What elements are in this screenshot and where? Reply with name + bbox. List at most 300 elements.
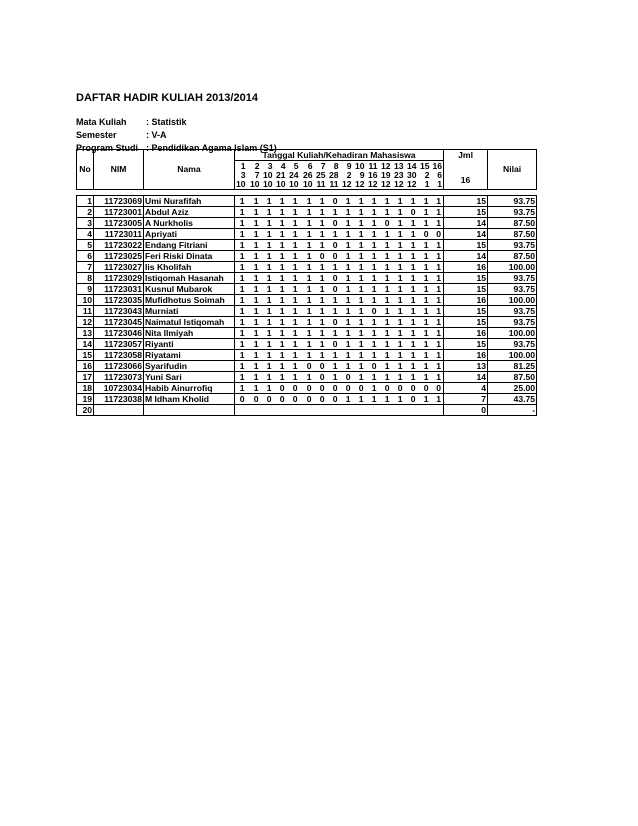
table-row: [77, 328, 537, 339]
header-jml-spacer: [444, 161, 488, 172]
cell-attendance: 1: [418, 394, 431, 405]
cell-attendance: 1: [379, 273, 392, 284]
cell-attendance: 1: [418, 251, 431, 262]
cell-nama: Habib Ainurrofiq: [144, 383, 235, 394]
header-meeting-number: 1: [235, 161, 247, 172]
header-meeting-number: 3: [267, 160, 273, 171]
cell-nilai: 93.75: [488, 317, 537, 328]
cell-attendance: 1: [314, 207, 327, 218]
cell-nama: Endang Fitriani: [144, 240, 235, 251]
header-date-month: 12: [342, 179, 352, 189]
cell-attendance: 1: [274, 339, 287, 350]
cell-attendance: 1: [340, 262, 353, 273]
cell-attendance: 1: [366, 394, 379, 405]
cell-attendance: 1: [235, 306, 247, 317]
header-date-month: 12: [407, 179, 417, 189]
cell-attendance: 0: [247, 394, 261, 405]
page-title: DAFTAR HADIR KULIAH 2013/2014: [76, 92, 258, 104]
cell-attendance: 1: [287, 361, 300, 372]
cell-no: 8: [77, 273, 94, 284]
cell-attendance: 1: [274, 295, 287, 306]
cell-attendance: 1: [418, 207, 431, 218]
cell-no: 7: [77, 262, 94, 273]
cell-attendance: 1: [392, 361, 405, 372]
cell-attendance: 1: [392, 328, 405, 339]
cell-attendance: 1: [247, 240, 261, 251]
cell-nilai: 87.50: [488, 372, 537, 383]
cell-attendance: 1: [418, 284, 431, 295]
cell-nilai: 93.75: [488, 196, 537, 207]
cell-attendance: 1: [353, 372, 366, 383]
cell-attendance: 1: [287, 284, 300, 295]
cell-attendance: 1: [287, 306, 300, 317]
cell-attendance: 0: [405, 207, 418, 218]
cell-attendance: 1: [327, 372, 340, 383]
table-row: [77, 251, 537, 262]
cell-attendance: 0: [235, 394, 247, 405]
cell-nim: [94, 405, 144, 416]
header-date-day: 2: [424, 171, 430, 180]
cell-attendance: 1: [274, 240, 287, 251]
cell-attendance: 1: [379, 295, 392, 306]
cell-attendance: 1: [274, 207, 287, 218]
cell-nama: Nita Ilmiyah: [144, 328, 235, 339]
cell-nim: 11723031: [94, 284, 144, 295]
cell-nilai: 93.75: [488, 240, 537, 251]
cell-no: 6: [77, 251, 94, 262]
header-meeting-number: 8: [333, 160, 339, 171]
cell-attendance: 1: [431, 317, 444, 328]
header-date-day: 3: [240, 171, 246, 180]
header-meeting-number: 4: [280, 160, 286, 171]
cell-attendance: 1: [405, 372, 418, 383]
cell-attendance: 0: [418, 383, 431, 394]
header-nim: NIM: [94, 150, 144, 190]
cell-attendance: 1: [405, 361, 418, 372]
cell-attendance: 1: [247, 328, 261, 339]
cell-no: 18: [77, 383, 94, 394]
cell-no: 16: [77, 361, 94, 372]
cell-attendance: 0: [327, 394, 340, 405]
cell-attendance: 1: [392, 339, 405, 350]
cell-attendance: 1: [392, 207, 405, 218]
header-date-month: 11: [316, 179, 326, 189]
cell-attendance: 1: [261, 361, 274, 372]
header-date-month: 10: [303, 179, 313, 189]
cell-jml: 14: [444, 218, 488, 229]
cell-attendance: 1: [340, 273, 353, 284]
cell-attendance: 1: [287, 229, 300, 240]
cell-attendance: 1: [235, 284, 247, 295]
cell-nama: [144, 405, 235, 416]
header-date: [247, 171, 261, 190]
cell-attendance: 1: [247, 218, 261, 229]
cell-nama: A Nurkholis: [144, 218, 235, 229]
cell-attendance: 0: [405, 383, 418, 394]
cell-attendance: 1: [314, 350, 327, 361]
cell-attendance: 1: [418, 361, 431, 372]
cell-attendance: 1: [418, 339, 431, 350]
header-date-day: 24: [289, 171, 299, 180]
cell-attendance: 1: [247, 361, 261, 372]
cell-attendance: 1: [379, 361, 392, 372]
header-date-month: 1: [437, 179, 443, 189]
cell-attendance: 1: [431, 196, 444, 207]
cell-attendance: 0: [405, 394, 418, 405]
cell-nilai: 100.00: [488, 295, 537, 306]
cell-nim: 11723057: [94, 339, 144, 350]
meta-key: Program Studi: [76, 143, 139, 153]
cell-attendance: 1: [287, 262, 300, 273]
cell-attendance: 1: [418, 317, 431, 328]
cell-attendance: 1: [431, 262, 444, 273]
header-date-month: 10: [289, 179, 299, 189]
cell-attendance: 1: [261, 339, 274, 350]
cell-attendance: 1: [327, 361, 340, 372]
cell-attendance: 1: [431, 394, 444, 405]
cell-nim: 11723073: [94, 372, 144, 383]
cell-nilai: 93.75: [488, 207, 537, 218]
cell-nama: Naimatul Istiqomah: [144, 317, 235, 328]
attendance-table: [76, 149, 537, 416]
cell-attendance: 1: [235, 339, 247, 350]
header-date-month: 10: [263, 179, 273, 189]
cell-attendance: 1: [314, 262, 327, 273]
cell-attendance: 0: [314, 251, 327, 262]
cell-attendance: 1: [340, 218, 353, 229]
cell-attendance: 1: [235, 372, 247, 383]
cell-attendance: 1: [431, 328, 444, 339]
cell-nilai: 87.50: [488, 229, 537, 240]
cell-attendance: 1: [274, 328, 287, 339]
cell-attendance: 1: [366, 317, 379, 328]
header-date: [235, 171, 247, 190]
header-meeting-number: 14: [407, 160, 417, 171]
cell-attendance: 1: [327, 229, 340, 240]
cell-nim: 11723029: [94, 273, 144, 284]
cell-attendance: 1: [274, 229, 287, 240]
cell-attendance: 1: [300, 339, 314, 350]
cell-attendance: 1: [300, 306, 314, 317]
cell-attendance: 1: [392, 372, 405, 383]
cell-nama: Feri Riski Dinata: [144, 251, 235, 262]
table-row: [77, 240, 537, 251]
header-date-day: 6: [437, 171, 443, 180]
cell-no: 3: [77, 218, 94, 229]
cell-attendance: 1: [261, 196, 274, 207]
cell-attendance: 1: [235, 295, 247, 306]
cell-attendance: 0: [340, 372, 353, 383]
header-date-day: 19: [381, 171, 391, 180]
cell-attendance: 1: [405, 306, 418, 317]
header-date-month: 1: [424, 179, 430, 189]
cell-attendance: [274, 405, 287, 416]
cell-attendance: [418, 405, 431, 416]
cell-nim: 11723045: [94, 317, 144, 328]
cell-attendance: 0: [327, 284, 340, 295]
cell-attendance: 1: [261, 383, 274, 394]
header-date: [366, 171, 379, 190]
cell-attendance: 1: [405, 339, 418, 350]
cell-attendance: 0: [327, 273, 340, 284]
cell-attendance: 0: [274, 383, 287, 394]
cell-attendance: 1: [274, 284, 287, 295]
cell-nilai: 93.75: [488, 339, 537, 350]
cell-attendance: 1: [327, 306, 340, 317]
cell-attendance: 1: [340, 339, 353, 350]
cell-attendance: 1: [274, 372, 287, 383]
cell-attendance: 1: [353, 328, 366, 339]
cell-attendance: 1: [261, 295, 274, 306]
cell-attendance: 1: [247, 273, 261, 284]
cell-attendance: 1: [274, 317, 287, 328]
cell-no: 12: [77, 317, 94, 328]
cell-attendance: 1: [353, 295, 366, 306]
cell-attendance: 1: [431, 339, 444, 350]
cell-no: 4: [77, 229, 94, 240]
cell-attendance: 1: [379, 394, 392, 405]
header-date-day: 21: [276, 171, 286, 180]
cell-no: 17: [77, 372, 94, 383]
cell-attendance: 1: [379, 306, 392, 317]
cell-attendance: 1: [300, 240, 314, 251]
header-date-day: 28: [329, 171, 339, 180]
cell-attendance: 1: [261, 273, 274, 284]
cell-attendance: 1: [274, 251, 287, 262]
cell-nilai: 100.00: [488, 262, 537, 273]
cell-attendance: 1: [235, 361, 247, 372]
cell-jml: 15: [444, 306, 488, 317]
cell-attendance: 1: [340, 361, 353, 372]
cell-nama: Yuni Sari: [144, 372, 235, 383]
header-date-month: 12: [394, 179, 404, 189]
cell-attendance: 1: [261, 350, 274, 361]
cell-attendance: 1: [300, 273, 314, 284]
cell-attendance: [247, 405, 261, 416]
header-date: [340, 171, 353, 190]
cell-attendance: 1: [287, 339, 300, 350]
cell-nim: 11723022: [94, 240, 144, 251]
header-nilai: Nilai: [488, 150, 537, 190]
cell-attendance: 1: [366, 339, 379, 350]
cell-attendance: 1: [366, 284, 379, 295]
meta-mata-kuliah: [76, 117, 187, 127]
cell-attendance: 1: [261, 284, 274, 295]
cell-attendance: 1: [327, 328, 340, 339]
cell-attendance: 1: [247, 284, 261, 295]
cell-nama: M Idham Kholid: [144, 394, 235, 405]
table-row: [77, 361, 537, 372]
cell-nama: Riyatami: [144, 350, 235, 361]
cell-no: 10: [77, 295, 94, 306]
cell-attendance: 1: [392, 229, 405, 240]
cell-attendance: 1: [431, 218, 444, 229]
cell-attendance: [235, 405, 247, 416]
header-date: [314, 171, 327, 190]
cell-attendance: 1: [340, 229, 353, 240]
cell-attendance: 1: [235, 383, 247, 394]
cell-no: 14: [77, 339, 94, 350]
cell-attendance: 1: [235, 273, 247, 284]
cell-attendance: 1: [314, 273, 327, 284]
cell-nilai: 93.75: [488, 284, 537, 295]
cell-attendance: 1: [379, 207, 392, 218]
meta-semester: [76, 130, 167, 140]
cell-nim: 11723001: [94, 207, 144, 218]
cell-attendance: 1: [235, 251, 247, 262]
cell-attendance: 1: [431, 284, 444, 295]
cell-attendance: 1: [366, 262, 379, 273]
cell-attendance: 1: [247, 251, 261, 262]
cell-attendance: 1: [418, 240, 431, 251]
cell-attendance: 1: [431, 295, 444, 306]
cell-attendance: 1: [366, 196, 379, 207]
cell-attendance: 1: [418, 295, 431, 306]
cell-attendance: 1: [274, 306, 287, 317]
header-date: [274, 171, 287, 190]
cell-attendance: 1: [314, 196, 327, 207]
cell-attendance: 1: [353, 251, 366, 262]
cell-attendance: 0: [327, 251, 340, 262]
cell-attendance: 1: [366, 383, 379, 394]
cell-attendance: 1: [340, 394, 353, 405]
cell-nama: Syarifudin: [144, 361, 235, 372]
cell-attendance: 1: [353, 229, 366, 240]
cell-attendance: 1: [287, 328, 300, 339]
header-tanggal-kuliah: Tanggal Kuliah/Kehadiran Mahasiswa: [235, 150, 444, 161]
cell-attendance: 0: [314, 383, 327, 394]
cell-nim: 11723058: [94, 350, 144, 361]
cell-nilai: 93.75: [488, 273, 537, 284]
cell-attendance: 1: [392, 284, 405, 295]
cell-attendance: 1: [247, 306, 261, 317]
header-date-month: 10: [276, 179, 286, 189]
header-date-day: 7: [254, 171, 260, 180]
header-date: [353, 171, 366, 190]
cell-attendance: 1: [314, 339, 327, 350]
cell-attendance: 1: [353, 317, 366, 328]
cell-no: 13: [77, 328, 94, 339]
cell-attendance: 1: [247, 295, 261, 306]
cell-attendance: 1: [247, 196, 261, 207]
header-date-day: 25: [316, 171, 326, 180]
cell-attendance: 0: [327, 339, 340, 350]
cell-attendance: 1: [431, 251, 444, 262]
cell-attendance: 1: [418, 350, 431, 361]
cell-attendance: 1: [274, 196, 287, 207]
cell-no: 1: [77, 196, 94, 207]
cell-attendance: 1: [300, 251, 314, 262]
cell-attendance: 1: [247, 339, 261, 350]
header-date-month: 11: [329, 179, 339, 189]
cell-attendance: [353, 405, 366, 416]
header-jml: Jml: [444, 150, 488, 161]
cell-attendance: 1: [405, 262, 418, 273]
cell-attendance: 1: [353, 218, 366, 229]
cell-attendance: 1: [300, 218, 314, 229]
cell-attendance: 0: [379, 218, 392, 229]
cell-nama: Murniati: [144, 306, 235, 317]
cell-attendance: 1: [353, 207, 366, 218]
cell-attendance: 1: [418, 328, 431, 339]
cell-jml: 15: [444, 196, 488, 207]
header-nama: Nama: [144, 150, 235, 190]
header-meeting-number: 11: [368, 160, 378, 171]
cell-attendance: 1: [431, 240, 444, 251]
cell-attendance: 1: [340, 317, 353, 328]
cell-attendance: 1: [340, 284, 353, 295]
cell-nilai: 100.00: [488, 350, 537, 361]
header-date: [261, 171, 274, 190]
cell-attendance: 1: [392, 218, 405, 229]
cell-attendance: [405, 405, 418, 416]
cell-attendance: 0: [314, 372, 327, 383]
cell-attendance: 1: [379, 240, 392, 251]
cell-attendance: 0: [300, 383, 314, 394]
cell-attendance: 0: [300, 394, 314, 405]
cell-attendance: 1: [431, 372, 444, 383]
header-date-month: 12: [355, 179, 365, 189]
cell-attendance: 1: [379, 229, 392, 240]
cell-attendance: 1: [247, 207, 261, 218]
table-row: [77, 317, 537, 328]
meta-key: Mata Kuliah: [76, 117, 127, 127]
table-row: [77, 196, 537, 207]
cell-attendance: 1: [300, 207, 314, 218]
cell-attendance: 1: [418, 273, 431, 284]
cell-attendance: 1: [235, 328, 247, 339]
cell-attendance: 1: [327, 295, 340, 306]
header-meeting-number: 7: [320, 160, 326, 171]
table-row: [77, 207, 537, 218]
cell-attendance: 0: [327, 196, 340, 207]
cell-attendance: 0: [392, 383, 405, 394]
cell-attendance: 1: [314, 306, 327, 317]
cell-nilai: 81.25: [488, 361, 537, 372]
cell-attendance: [392, 405, 405, 416]
cell-attendance: 1: [366, 207, 379, 218]
table-row: [77, 372, 537, 383]
cell-attendance: 1: [405, 295, 418, 306]
cell-attendance: 0: [366, 306, 379, 317]
cell-nilai: 87.50: [488, 218, 537, 229]
cell-attendance: 1: [247, 317, 261, 328]
cell-attendance: 0: [431, 383, 444, 394]
cell-attendance: 1: [379, 350, 392, 361]
cell-attendance: 0: [300, 361, 314, 372]
header-date-month: 12: [381, 179, 391, 189]
cell-nim: 11723046: [94, 328, 144, 339]
table-row: [77, 273, 537, 284]
cell-nama: Istiqomah Hasanah: [144, 273, 235, 284]
cell-attendance: 1: [247, 262, 261, 273]
cell-attendance: 1: [287, 317, 300, 328]
cell-nilai: 87.50: [488, 251, 537, 262]
cell-attendance: 1: [353, 394, 366, 405]
cell-attendance: 1: [235, 317, 247, 328]
cell-jml: 14: [444, 372, 488, 383]
cell-attendance: 1: [274, 361, 287, 372]
cell-attendance: 1: [431, 350, 444, 361]
header-date-day: 26: [303, 171, 313, 180]
cell-jml: 15: [444, 284, 488, 295]
cell-attendance: 1: [287, 372, 300, 383]
cell-attendance: 1: [353, 361, 366, 372]
cell-attendance: 1: [327, 207, 340, 218]
cell-jml: 16: [444, 350, 488, 361]
cell-nama: Umi Nurafifah: [144, 196, 235, 207]
cell-attendance: 1: [314, 295, 327, 306]
